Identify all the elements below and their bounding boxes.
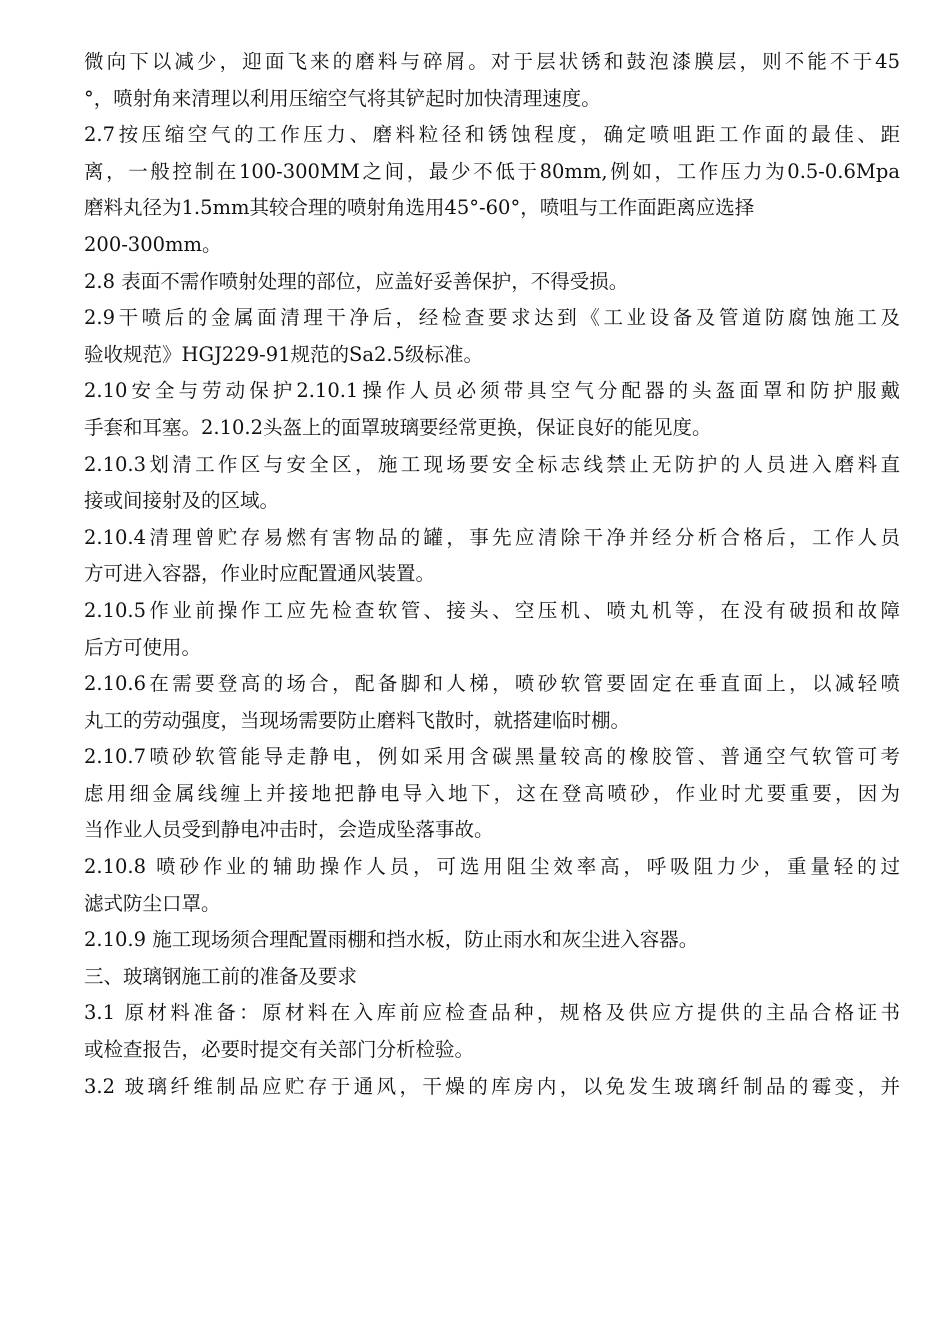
text-line: 2.10.4清理曾贮存易燃有害物品的罐，事先应清除干净并经分析合格后，工作人员 <box>84 525 900 549</box>
text-line: 2.8 表面不需作喷射处理的部位，应盖好妥善保护，不得受损。 <box>84 269 629 293</box>
text-line: 离，一般控制在100-300MM之间，最少不低于80mm,例如，工作压力为0.5-0.6Mpa <box>84 159 900 183</box>
text-line: 滤式防尘口罩。 <box>84 891 221 915</box>
text-line: 2.10.6在需要登高的场合，配备脚和人梯，喷砂软管要固定在垂直面上，以减轻喷 <box>84 672 900 696</box>
section-heading: 三、玻璃钢施工前的准备及要求 <box>84 964 358 988</box>
text-line: 磨料丸径为1.5mm其较合理的喷射角选用45°-60°，喷咀与工作面距离应选择 <box>84 196 755 220</box>
text-line: 3.2 玻璃纤维制品应贮存于通风，干燥的库房内，以免发生玻璃纤制品的霉变，并 <box>84 1074 900 1098</box>
text-line: 接或间接射及的区域。 <box>84 489 280 513</box>
text-line: 2.10安全与劳动保护2.10.1操作人员必须带具空气分配器的头盔面罩和防护服戴 <box>84 379 900 403</box>
text-line: 200-300mm。 <box>84 232 222 256</box>
text-line: 微向下以减少，迎面飞来的磨料与碎屑。对于层状锈和鼓泡漆膜层，则不能不于45 <box>84 50 900 73</box>
document-page <box>84 44 900 1105</box>
text-line: 2.10.7喷砂软管能导走静电，例如采用含碳黑量较高的橡胶管、普通空气软管可考 <box>84 745 900 769</box>
text-line: 2.7按压缩空气的工作压力、磨料粒径和锈蚀程度，确定喷咀距工作面的最佳、距 <box>84 123 900 147</box>
text-line: 2.10.8 喷砂作业的辅助操作人员，可选用阻尘效率高，呼吸阻力少，重量轻的过 <box>84 855 900 879</box>
text-line: °，喷射角来清理以利用压缩空气将其铲起时加快清理速度。 <box>84 86 601 110</box>
text-line: 手套和耳塞。2.10.2头盔上的面罩玻璃要经常更换，保证良好的能见度。 <box>84 415 712 439</box>
text-line: 丸工的劳动强度，当现场需要防止磨料飞散时，就搭建临时棚。 <box>84 708 631 732</box>
text-line: 3.1 原材料准备：原材料在入库前应检查品种，规格及供应方提供的主品合格证书 <box>84 1001 900 1025</box>
text-line: 2.10.3划清工作区与安全区，施工现场要安全标志线禁止无防护的人员进入磨料直 <box>84 452 900 476</box>
text-line: 当作业人员受到静电冲击时，会造成坠落事故。 <box>84 818 494 842</box>
text-line: 验收规范》HGJ229-91规范的Sa2.5级标准。 <box>84 342 484 366</box>
text-line: 2.9干喷后的金属面清理干净后，经检查要求达到《工业设备及管道防腐蚀施工及 <box>84 306 900 330</box>
text-line: 2.10.5作业前操作工应先检查软管、接头、空压机、喷丸机等，在没有破损和故障 <box>84 598 900 622</box>
text-line: 虑用细金属线缠上并接地把静电导入地下，这在登高喷砂，作业时尤要重要，因为 <box>84 781 900 805</box>
text-line: 或检查报告，必要时提交有关部门分析检验。 <box>84 1038 475 1062</box>
text-line: 后方可使用。 <box>84 635 202 659</box>
text-line: 2.10.9 施工现场须合理配置雨棚和挡水板，防止雨水和灰尘进入容器。 <box>84 928 699 952</box>
text-line: 方可进入容器，作业时应配置通风装置。 <box>84 562 436 586</box>
